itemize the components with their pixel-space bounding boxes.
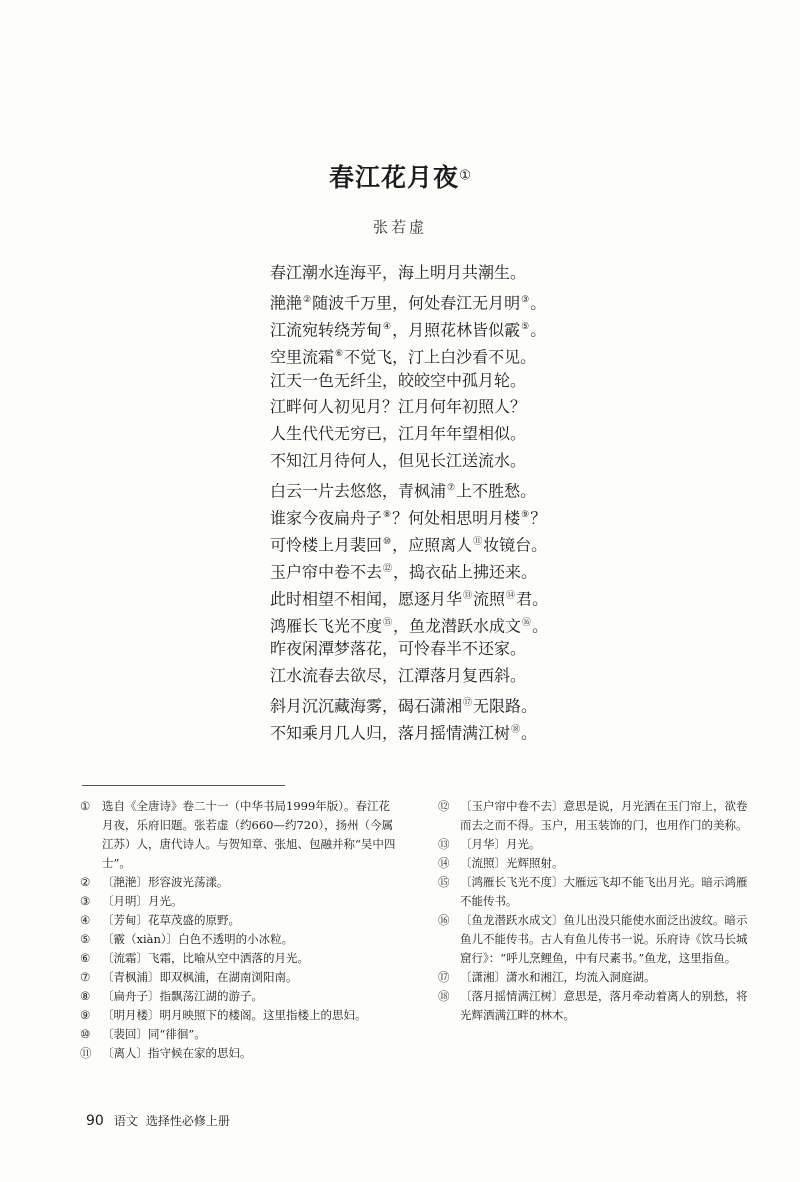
subject-label: 语文 <box>113 1114 138 1128</box>
footnote-marker: ⑥ <box>335 348 344 359</box>
title-block <box>0 158 800 194</box>
poem-text: 妆镜台。 <box>483 535 548 555</box>
footnote-marker: ⑮ <box>383 617 393 628</box>
poem-text: ，捣衣砧上拂还来。 <box>393 562 538 582</box>
poem-text: 玉户帘中卷不去 <box>270 562 383 582</box>
footnote-number: ⑪ <box>80 1046 92 1060</box>
footnote-marker: ⑤ <box>521 321 530 332</box>
poem-title: 春江花月夜 <box>329 163 460 192</box>
poem-body <box>270 260 590 744</box>
poem-text: 随波千万里，何处春江无月明 <box>312 293 521 313</box>
footnote-text: 〔玉户帘中卷不去〕意思是说，月光洒在玉门帘上，欲卷而去之而不得。玉户，用玉装饰的门，也用作门的美称。 <box>460 799 748 832</box>
footnote-item <box>80 1025 398 1044</box>
footnote-number: ③ <box>80 894 91 908</box>
footnote-number: ① <box>80 799 91 813</box>
footnote-marker: ④ <box>383 321 392 332</box>
footnote-number: ⑯ <box>438 913 450 927</box>
footnote-number: ⑩ <box>80 1027 91 1041</box>
footnote-marker: ⑫ <box>383 563 393 574</box>
book-label: 选择性必修上册 <box>145 1114 230 1128</box>
poem-text: 滟滟 <box>270 293 303 313</box>
footnote-item <box>80 968 398 987</box>
footnote-marker: ⑧ <box>383 510 392 521</box>
footnote-item <box>438 854 756 873</box>
poem-text: 斜月沉沉藏海雾，碣石潇湘 <box>270 696 463 716</box>
poem-text: 流照 <box>473 589 506 609</box>
footnote-item <box>80 949 398 968</box>
footnote-item <box>80 873 398 892</box>
poem-line <box>270 421 590 448</box>
title-footnote-marker: ① <box>459 168 471 184</box>
footnote-text: 〔扁舟子〕指飘荡江湖的游子。 <box>102 989 263 1003</box>
poem-line <box>270 502 590 529</box>
poem-line <box>270 287 590 314</box>
footnote-text: 〔月华〕月光。 <box>460 837 541 851</box>
footnote-marker: ⑱ <box>511 725 521 736</box>
poem-text: 不觉飞，汀上白沙看不见。 <box>344 347 537 366</box>
footnote-item <box>80 1006 398 1025</box>
footnote-number: ⑫ <box>438 799 450 813</box>
footnotes-right-column <box>438 797 756 1025</box>
poem-line <box>270 556 590 583</box>
poem-text: 江天一色无纤尘，皎皎空中孤月轮。 <box>270 370 527 390</box>
poem-text: 昨夜闲潭梦落花，可怜春半不还家。 <box>270 639 527 659</box>
footnote-number: ② <box>80 875 91 889</box>
poem-text: 此时相望不相闻，愿逐月华 <box>270 589 463 609</box>
poem-text: 春江潮水连海平，海上明月共潮生。 <box>270 263 527 282</box>
poem-text: 空里流霜 <box>270 347 335 366</box>
footnote-marker: ⑬ <box>463 590 473 601</box>
footnote-text: 〔鱼龙潜跃水成文〕鱼儿出没只能使水面泛出波纹。暗示鱼儿不能传书。古人有鱼儿传书一说。乐府诗《饮马长城窟行》：“呼儿烹鲤鱼，中有尺素书。”鱼龙，这里指鱼。 <box>460 913 748 965</box>
poem-text: 。 <box>532 615 549 635</box>
footnote-divider <box>82 785 285 786</box>
footnote-item <box>438 911 756 968</box>
poem-line <box>270 394 590 421</box>
footnote-marker: ⑯ <box>522 617 532 628</box>
poem-text: 君。 <box>516 589 549 609</box>
footnote-item <box>80 987 398 1006</box>
poem-text: 人生代代无穷已，江月年年望相似。 <box>270 424 527 444</box>
footnote-text: 〔滟滟〕形容波光荡漾。 <box>102 875 229 889</box>
poem-text: 江畔何人初见月？江月何年初照人？ <box>270 397 527 417</box>
footnote-text: 〔月明〕月光。 <box>102 894 183 908</box>
footnote-marker: ⑦ <box>447 483 456 494</box>
poem-line <box>270 610 590 637</box>
poem-text: 江水流春去欲尽，江潭落月复西斜。 <box>270 666 527 686</box>
author: 张若虚 <box>372 218 427 236</box>
poem-line <box>270 260 590 287</box>
footnote-text: 〔青枫浦〕即双枫浦，在湖南浏阳南。 <box>102 970 298 984</box>
poem-text: ，鱼龙潜跃水成文 <box>393 615 522 635</box>
footnote-marker: ② <box>303 294 312 305</box>
poem-line <box>270 475 590 502</box>
poem-text: 不知乘月几人归，落月摇情满江树 <box>270 723 511 743</box>
poem-text: 无限路。 <box>473 696 538 716</box>
footnote-marker: ⑰ <box>463 698 473 709</box>
poem-text: 鸿雁长飞光不度 <box>270 615 383 635</box>
footnote-text: 〔流照〕光辉照射。 <box>460 856 564 870</box>
poem-text: 。 <box>521 723 538 743</box>
footnote-item <box>438 835 756 854</box>
footnote-number: ⑤ <box>80 932 91 946</box>
footnote-number: ⑥ <box>80 951 91 965</box>
footnote-number: ⑱ <box>438 989 450 1003</box>
poem-line <box>270 717 590 744</box>
footnote-marker: ⑭ <box>506 590 516 601</box>
poem-line <box>270 636 590 663</box>
footnote-item <box>438 797 756 835</box>
poem-line <box>270 583 590 610</box>
poem-text: ，月照花林皆似霰 <box>392 320 521 340</box>
footnote-number: ⑰ <box>438 970 450 984</box>
footnote-text: 〔裴回〕同“徘徊”。 <box>102 1027 206 1041</box>
poem-text: 江流宛转绕芳甸 <box>270 320 383 340</box>
poem-text: ，应照离人 <box>392 535 473 555</box>
footnote-item <box>80 797 398 873</box>
footnote-number: ⑬ <box>438 837 450 851</box>
footnote-item <box>80 911 398 930</box>
footnote-marker: ⑨ <box>521 510 530 521</box>
footnote-number: ⑨ <box>80 1008 91 1022</box>
poem-line <box>270 314 590 341</box>
page-footer <box>86 1112 238 1129</box>
footnote-number: ⑭ <box>438 856 450 870</box>
poem-line <box>270 341 590 368</box>
footnote-text: 〔明月楼〕明月映照下的楼阁。这里指楼上的思妇。 <box>102 1008 367 1022</box>
footnote-marker: ⑩ <box>383 536 392 547</box>
poem-text: 。 <box>530 320 547 340</box>
footnote-item <box>438 968 756 987</box>
footnote-item <box>438 987 756 1025</box>
footnote-item <box>80 892 398 911</box>
footnote-text: 〔霰（xiàn）〕白色不透明的小冰粒。 <box>102 932 294 946</box>
page-number: 90 <box>86 1113 104 1129</box>
footnote-number: ⑦ <box>80 970 91 984</box>
footnote-text: 〔流霜〕飞霜，比喻从空中洒落的月光。 <box>102 951 309 965</box>
poem-text: ？ <box>530 508 547 528</box>
footnote-number: ⑮ <box>438 875 450 889</box>
footnote-text: 〔离人〕指守候在家的思妇。 <box>102 1046 252 1060</box>
footnote-number: ⑧ <box>80 989 91 1003</box>
footnote-marker: ⑪ <box>473 536 483 547</box>
footnote-item <box>80 930 398 949</box>
footnote-text: 选自《全唐诗》卷二十一（中华书局1999年版）。春江花月夜，乐府旧题。张若虚（约660—约720），扬州（今属江苏）人，唐代诗人。与贺知章、张旭、包融并称“吴中四士”。 <box>102 799 396 870</box>
poem-text: 。 <box>530 293 547 313</box>
poem-text: 上不胜愁。 <box>456 481 537 501</box>
footnote-text: 〔落月摇情满江树〕意思是，落月牵动着离人的别愁，将光辉洒满江畔的林木。 <box>460 989 748 1022</box>
footnote-text: 〔鸿雁长飞光不度〕大雁远飞却不能飞出月光。暗示鸿雁不能传书。 <box>460 875 748 908</box>
footnotes-left-column <box>80 797 398 1063</box>
poem-text: 谁家今夜扁舟子 <box>270 508 383 528</box>
footnote-text: 〔芳甸〕花草茂盛的原野。 <box>102 913 240 927</box>
poem-line <box>270 529 590 556</box>
footnote-number: ④ <box>80 913 91 927</box>
poem-line <box>270 448 590 475</box>
poem-line <box>270 690 590 717</box>
poem-line <box>270 368 590 395</box>
poem-text: 白云一片去悠悠，青枫浦 <box>270 481 447 501</box>
footnote-item <box>438 873 756 911</box>
poem-text: ？何处相思明月楼 <box>392 508 521 528</box>
footnote-text: 〔潇湘〕潇水和湘江，均流入洞庭湖。 <box>460 970 656 984</box>
poem-text: 可怜楼上月裴回 <box>270 535 383 555</box>
poem-line <box>270 663 590 690</box>
footnote-item <box>80 1044 398 1063</box>
poem-text: 不知江月待何人，但见长江送流水。 <box>270 451 527 471</box>
footnote-marker: ③ <box>521 294 530 305</box>
